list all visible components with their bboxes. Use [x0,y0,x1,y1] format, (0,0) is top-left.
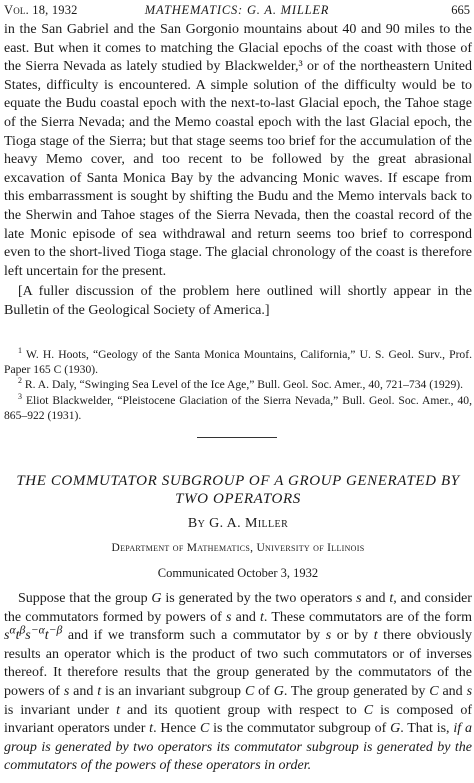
text-run: , and consider the commutators formed by powers of [4,591,472,625]
paragraph-glacial-epochs: in the San Gabriel and the San Gorgonio mountains about 40 and 90 miles to the east. But when it comes to matching the Glacial epochs of the coast with those of the Sierra Nevada as lately studied by Blackwelder,³ or of the northeastern United States, difficulty is encountered. A simple solution of the difficulty would be to equate the Budu coastal epoch with the next-to-last Glacial epoch, the Tahoe stage of the Sierra Nevada; and the Memo coastal epoch with the last Glacial epoch, the Tioga stage of the Sierra; but that stage seems too brief for the accumulation of the heavy Memo cover, and too recent to be followed by the great abrasional excavation of Santa Monica Bay by the advancing Monic waves. If escape from this embarrassment is sought by shifting the Budu and the Memo intervals back to the Sherwin and Tahoe stages of the Sierra Nevada, then the coastal record of the late Monic episode of sea withdrawal and return seems too brief to correspond even to the short-lived Tioga stage. The glacial chronology of the coast is therefore left uncertain for the present. [4,22,472,279]
running-title: MATHEMATICS: G. A. MILLER [144,3,330,17]
math-symbol: t [389,591,394,606]
footnotes [4,347,472,423]
text-run: and if we transform such a commutator by [62,628,326,644]
communicated-date: Communicated October 3, 1932 [157,566,319,580]
formula-exponent: −α [30,623,45,637]
math-symbol: G [390,721,401,737]
commutator-formula [4,623,63,644]
volume-label: Vol. 18, 1932 [4,3,78,17]
text-run: . These commutators are of the form [263,609,472,625]
running-head [4,2,470,18]
math-symbol: G [151,591,162,606]
formula-exponent: β [19,623,26,637]
math-symbol: s [63,683,70,699]
footnote-mark: 1 [18,346,22,356]
footnote-2 [4,377,472,392]
math-symbol: s [225,609,232,625]
math-symbol: t [149,721,154,737]
formula-base: s [25,628,31,644]
math-symbol: t [260,609,264,625]
text-run: . The group generated by [283,683,430,699]
formula-base: t [44,628,49,644]
math-symbol: t [116,702,120,718]
math-symbol: t [97,683,102,699]
paragraph-fuller-discussion: [A fuller discussion of the problem here outlined will shortly appear in the Bulletin of the Geological Society of America.] [4,284,472,318]
author-byline: By G. A. Miller [187,516,289,531]
theorem-statement: if a group is generated by two operators its commutator subgroup is generated by the commutators of the powers of these operators in order. [4,721,472,774]
text-run: or by [331,628,374,644]
math-symbol: t [373,628,378,644]
text-run: is invariant under [4,702,117,718]
text-run: . Hence [153,721,200,737]
text-run: is the commutator subgroup of [209,721,391,737]
math-symbol: C [429,683,439,699]
math-symbol: C [244,683,255,699]
footnote-mark: 2 [18,376,22,386]
formula-base: t [15,628,20,644]
formula-base: s [4,628,10,644]
math-symbol: s [466,683,473,699]
article-title-line-2: TWO OPERATORS [175,491,301,507]
math-symbol: C [363,702,374,718]
footnote-text: R. A. Daly, “Swinging Sea Level of the Ice Age,” Bull. Geol. Soc. Amer., 40, 721–734 (1929). [24,378,464,392]
text-run: is composed of invariant operators under [4,702,472,737]
formula-exponent: α [9,623,16,637]
page-number: 665 [451,3,470,17]
text-run: and [69,683,98,699]
text-run: is an invariant subgroup [101,683,245,699]
author-affiliation: Department of Mathematics, University of Illinois [111,542,365,554]
section-divider [197,437,277,438]
math-symbol: s [325,628,332,644]
text-run: and [438,683,467,699]
top-section [4,21,472,321]
article-title-line-1: THE COMMUTATOR SUBGROUP OF A GROUP GENERATED BY [16,473,460,489]
formula-exponent: −β [48,623,63,637]
article-paragraph [4,590,472,776]
text-run: is generated by the two operators [161,591,357,606]
article-title [4,472,472,508]
text-run: Suppose that the group [18,591,152,606]
article-body [4,590,472,776]
math-symbol: s [356,591,362,606]
footnote-text: W. H. Hoots, “Geology of the Santa Monica Mountains, California,” U. S. Geol. Surv., Prof. Paper 165 C (1930). [4,348,472,377]
math-symbol: C [199,721,210,737]
footnote-mark: 3 [18,391,22,401]
text-run: and [361,591,390,606]
text-run: of [254,683,274,699]
text-run: there obviously results an operator which is the product of two such commutators or of inverses thereof. It therefore results that the group generated by the commutators of the powers of [4,628,472,699]
text-run: and [231,609,261,625]
footnote-3 [4,393,472,423]
text-run: and its quotient group with respect to [120,702,364,718]
footnote-text: Eliot Blackwelder, “Pleistocene Glaciation of the Sierra Nevada,” Bull. Geol. Soc. Amer., 40, 865–922 (1931). [4,393,473,422]
footnote-1 [4,347,472,377]
text-run: . That is, [400,721,454,737]
math-symbol: G [273,683,284,699]
